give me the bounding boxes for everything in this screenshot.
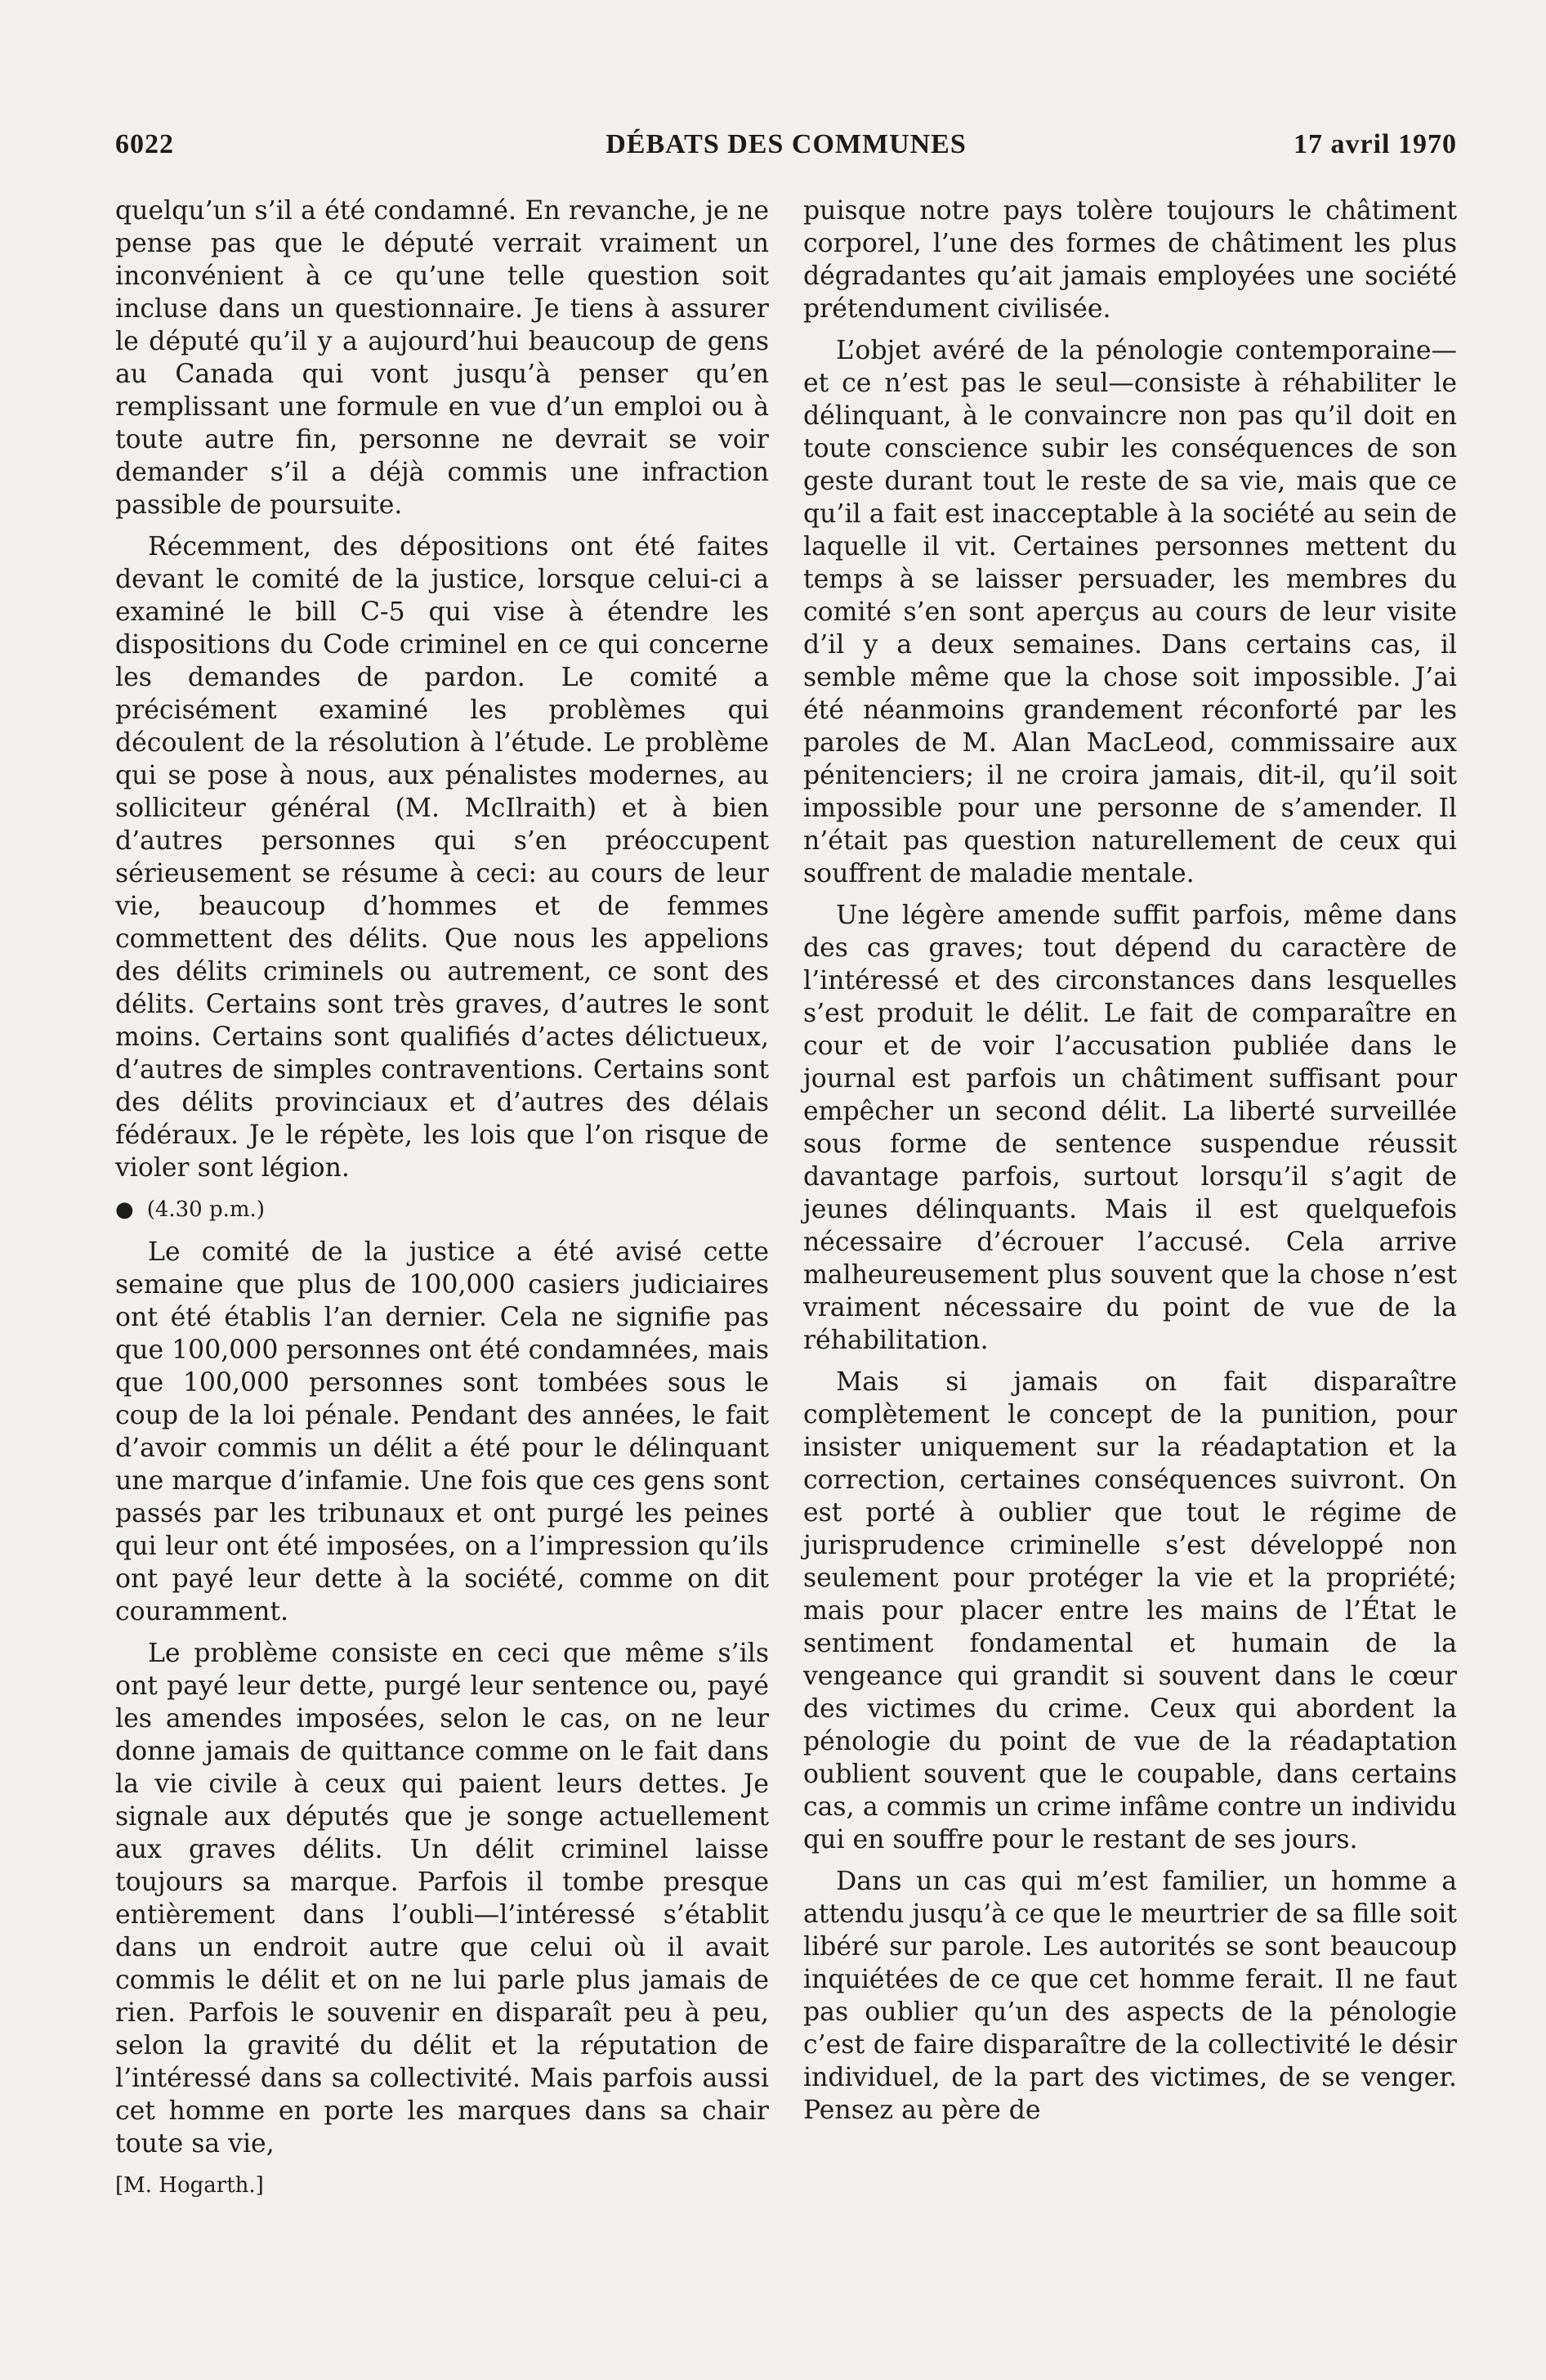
paragraph: quelqu’un s’il a été condamné. En revanche, je ne pense pas que le député verrait vraiment un inconvénient à ce qu’une telle question soit incluse dans un questionnaire. Je tiens à assurer le député qu’il y a aujourd’hui beaucoup de gens au Canada qui vont jusqu’à penser qu’en remplissant une formule en vue d’un emploi ou à toute autre fin, personne ne devrait se voir demander s’il a déjà commis une infraction passible de poursuite. [115, 196, 769, 520]
page-header [115, 129, 1457, 170]
page-title: DÉBATS DES COMMUNES [605, 129, 967, 159]
time-stamp-text: (4.30 p.m.) [146, 1197, 265, 1222]
paragraph: Le comité de la justice a été avisé cette semaine que plus de 100,000 casiers judiciaires ont été établis l’an dernier. Cela ne signifie pas que 100,000 personnes ont été condamnées, mais que 100,000 personnes sont tombées sous le coup de la loi pénale. Pendant des années, le fait d’avoir commis un délit a été pour le délinquant une marque d’infamie. Une fois que ces gens sont passés par les tribunaux et ont purgé les peines qui leur ont été imposées, on a l’impression qu’ils ont payé leur dette à la société, comme on dit couramment. [115, 1237, 770, 1626]
speaker-reference: [M. Hogarth.] [115, 2173, 264, 2198]
left-column [115, 195, 769, 2202]
paragraph: Une légère amende suffit parfois, même dans des cas graves; tout dépend du caractère de l’intéressé et des circonstances dans lesquelles s’est produit le délit. Le fait de comparaître en cour et de voir l’accusation publiée dans le journal est parfois un châtiment suffisant pour empêcher un second délit. La liberté surveillée sous forme de sentence suspendue réussit davantage parfois, surtout lorsqu’il s’agit de jeunes délinquants. Mais il est quelquefois nécessaire d’écrouer l’accusé. Cela arrive malheureusement plus souvent que la chose n’est vraiment nécessaire du point de vue de la réhabilitation. [803, 901, 1457, 1355]
page-date: 17 avril 1970 [1294, 129, 1457, 159]
paragraph: Récemment, des dépositions ont été faites devant le comité de la justice, lorsque celui-ci a examiné le bill C-5 qui vise à étendre les dispositions du Code criminel en ce qui concerne les demandes de pardon. Le comité a précisément examiné les problèmes qui découlent de la résolution à l’étude. Le problème qui se pose à nous, aux pénalistes modernes, au solliciteur général (M. McIlraith) et à bien d’autres personnes qui s’en préoccupent sérieusement se résume à ceci: au cours de leur vie, beaucoup d’hommes et de femmes commettent des délits. Que nous les appelions des délits criminels ou autrement, ce sont des délits. Certains sont très graves, d’autres le sont moins. Certains sont qualifiés d’actes délictueux, d’autres de simples contraventions. Certains sont des délits provinciaux et d’autres des délais fédéraux. Je le répète, les lois que l’on risque de violer sont légion. [115, 532, 769, 1183]
right-column [803, 195, 1457, 2136]
page-number: 6022 [115, 129, 174, 159]
paragraph: L’objet avéré de la pénologie contemporaine—et ce n’est pas le seul—consiste à réhabiliter le délinquant, à le convaincre non pas qu’il doit en toute conscience subir les conséquences de son geste durant tout le reste de sa vie, mais que ce qu’il a fait est inacceptable à la société au sein de laquelle il vit. Certaines personnes mettent du temps à se laisser persuader, les membres du comité s’en sont aperçus au cours de leur visite d’il y a deux semaines. Dans certains cas, il semble même que la chose soit impossible. J’ai été néanmoins grandement réconforté par les paroles de M. Alan MacLeod, commissaire aux pénitenciers; il ne croira jamais, dit-il, qu’il soit impossible pour une personne de s’amender. Il n’était pas question naturellement de ceux qui souffrent de maladie mentale. [803, 336, 1457, 888]
paragraph: Dans un cas qui m’est familier, un homme a attendu jusqu’à ce que le meurtrier de sa fille soit libéré sur parole. Les autorités se sont beaucoup inquiétées de ce que cet homme ferait. Il ne faut pas oublier qu’un des aspects de la pénologie c’est de faire disparaître de la collectivité le désir individuel, de la part des victimes, de se venger. Pensez au père de [803, 1867, 1457, 2125]
paragraph: Le problème consiste en ceci que même s’ils ont payé leur dette, purgé leur sentence ou, payé les amendes imposées, selon le cas, on ne leur donne jamais de quittance comme on le fait dans la vie civile à ceux qui paient leurs dettes. Je signale aux députés que je songe actuellement aux graves délits. Un délit criminel laisse toujours sa marque. Parfois il tombe presque entièrement dans l’oubli—l’intéressé s’établit dans un endroit autre que celui où il avait commis le délit et on ne lui parle plus jamais de rien. Parfois le souvenir en disparaît peu à peu, selon la gravité du délit et la réputation de l’intéressé dans sa collectivité. Mais parfois aussi cet homme en porte les marques dans sa chair toute sa vie, [115, 1639, 769, 2159]
paragraph: Mais si jamais on fait disparaître complètement le concept de la punition, pour insister uniquement sur la réadaptation et la correction, certaines conséquences suivront. On est porté à oublier que tout le régime de jurisprudence criminelle s’est développé non seulement pour protéger la vie et la propriété; mais pour placer entre les mains de l’État le sentiment fondamental et humain de la vengeance qui grandit si souvent dans le cœur des victimes du crime. Ceux qui abordent la pénologie du point de vue de la réadaptation oublient souvent que le coupable, dans certains cas, a commis un crime infâme contre un individu qui en souffre pour le restant de ses jours. [803, 1367, 1457, 1854]
time-stamp [115, 1193, 769, 1226]
paragraph: puisque notre pays tolère toujours le châtiment corporel, l’une des formes de châtiment les plus dégradantes qu’ait jamais employées une société prétendument civilisée. [803, 196, 1457, 324]
bullet-icon: ● [115, 1197, 134, 1222]
